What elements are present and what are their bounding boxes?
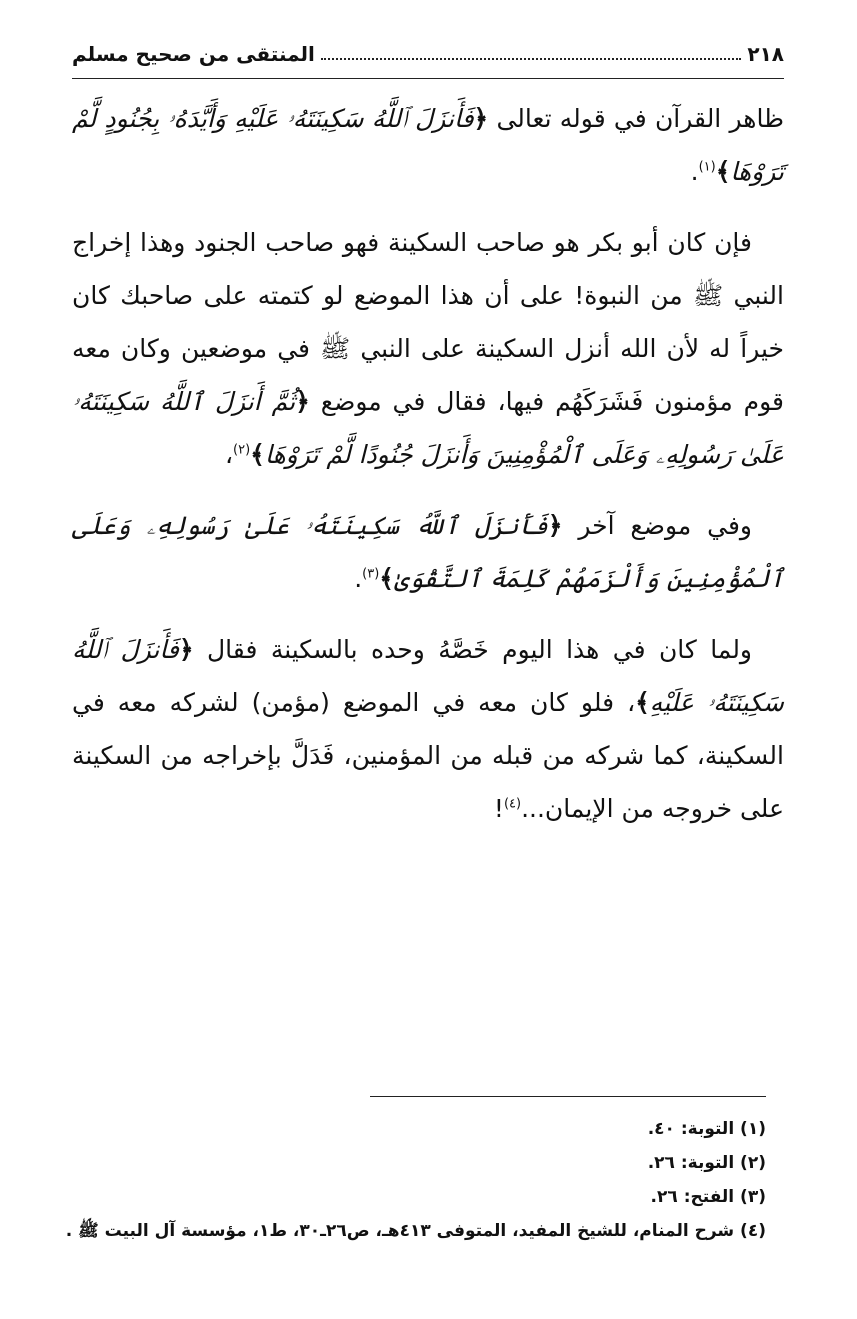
- quran-verse: ثُمَّ أَنزَلَ ٱللَّهُ سَكِينَتَهُۥ عَلَىٰ رَسُولِهِۦ وَعَلَى ٱلْمُؤْمِنِينَ وَأَنزَلَ جُنُودًا لَّمْ تَرَوْهَا: [72, 387, 784, 469]
- quran-bracket: ﴿: [473, 104, 489, 133]
- paragraph-text: ظاهر القرآن في قوله تعالى: [488, 104, 784, 133]
- footnote-reference: (١): [698, 159, 716, 175]
- running-title: المنتقى من صحيح مسلم: [72, 42, 315, 66]
- paragraph-text: وفي موضع آخر: [562, 511, 752, 540]
- paragraph-text: فإن كان أبو بكر هو صاحب السكينة فهو صاحب الجنود وهذا إخراج النبي ﷺ من النبوة! على أن هذا الموضع لو كتمته على صاحبك كان خيراً له لأن الله أنزل السكينة على النبي ﷺ في موضعين وكان معه قوم مؤمنون فَشَرَكَهُم فيها، فقال في موضع: [72, 228, 784, 416]
- footnote-reference: (٢): [233, 442, 251, 458]
- quran-bracket: ﴾: [379, 564, 394, 593]
- paragraph: [72, 92, 784, 198]
- footnote-item: (٣) الفتح: ٢٦.: [650, 1187, 766, 1207]
- footnotes: [60, 1112, 766, 1248]
- page-number: ٢١٨: [747, 42, 784, 66]
- paragraph: [72, 623, 784, 835]
- quran-bracket: ﴿: [547, 511, 563, 540]
- quran-verse: فَأَنزَلَ ٱللَّهُ سَكِينَتَهُۥ عَلَىٰ رَسُولِهِۦ وَعَلَى ٱلْمُؤْمِنِينَ وَأَلْزَمَهُمْ كَلِمَةَ ٱلتَّقْوَىٰ: [72, 511, 784, 593]
- paragraph-text: ،: [224, 440, 234, 469]
- paragraph-text: !: [493, 794, 504, 823]
- footnote-reference: (٣): [362, 566, 380, 582]
- quran-bracket: ﴾: [635, 688, 650, 717]
- header-dot-leader: [321, 57, 741, 60]
- paragraph-text: .: [354, 564, 363, 593]
- quran-bracket: ﴾: [715, 157, 731, 186]
- paragraph-text: ولما كان في هذا اليوم خَصَّهُ وحده بالسكينة فقال: [193, 635, 753, 664]
- paragraph-text: ، فلو كان معه في الموضع (مؤمن) لشركه معه في السكينة، كما شركه من قبله من المؤمنين، فَدَلَّ بإخراجه من السكينة على خروجه من الإيمان...: [72, 688, 784, 823]
- quran-bracket: ﴾: [250, 440, 265, 469]
- paragraph: [72, 499, 784, 605]
- paragraph-text: .: [690, 157, 699, 186]
- footnote-item: (٤) شرح المنام، للشيخ المفيد، المتوفى ٤١٣هـ، ص٢٦ـ٣٠، ط١، مؤسسة آل البيت ﷺ .: [65, 1221, 766, 1241]
- quran-verse: فَأَنزَلَ ٱللَّهُ سَكِينَتَهُۥ عَلَيْهِ وَأَيَّدَهُۥ بِجُنُودٍ لَّمْ تَرَوْهَا: [72, 104, 784, 186]
- header-rule: [72, 78, 784, 79]
- body-text: [72, 92, 784, 835]
- footnote-item: (٢) التوبة: ٢٦.: [647, 1153, 766, 1173]
- quran-bracket: ﴿: [178, 635, 194, 664]
- quran-verse: فَأَنزَلَ ٱللَّهُ سَكِينَتَهُۥ عَلَيْهِ: [72, 635, 784, 717]
- quran-bracket: ﴿: [295, 387, 310, 416]
- footnote-item: (١) التوبة: ٤٠.: [647, 1119, 766, 1139]
- paragraph: [72, 216, 784, 481]
- footnote-separator: [370, 1096, 766, 1097]
- page-header: [72, 28, 784, 72]
- footnote-reference: (٤): [503, 796, 522, 812]
